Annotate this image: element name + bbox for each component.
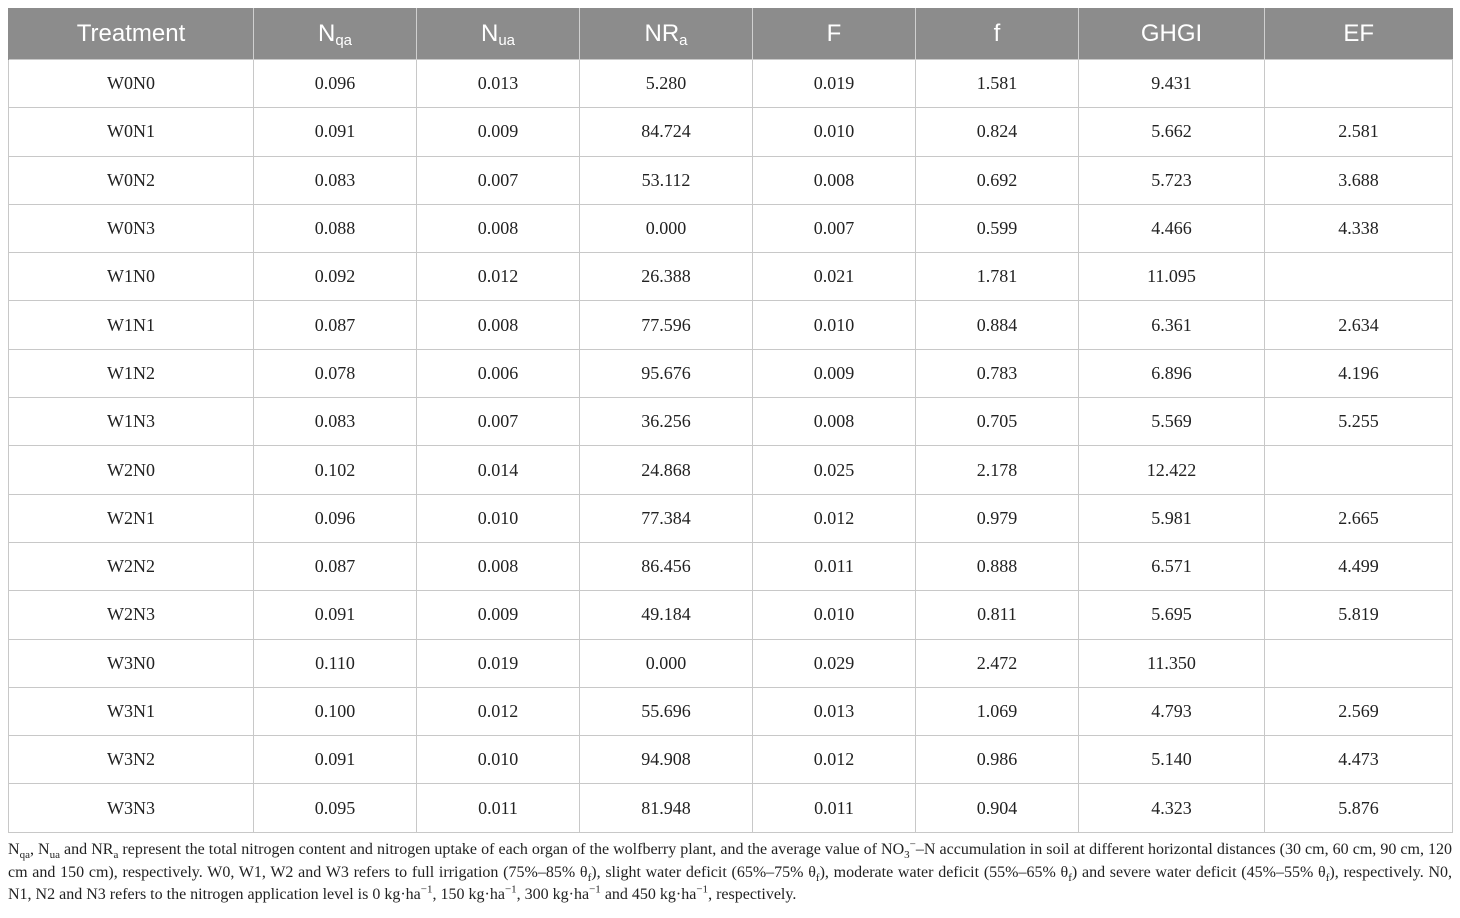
value-cell: 0.021 [753,253,916,301]
table-row [9,687,1453,735]
value-cell: 0.087 [254,301,417,349]
header-F: F [753,8,916,60]
value-cell: 0.010 [753,301,916,349]
value-cell: 49.184 [580,591,753,639]
value-cell: 0.013 [753,687,916,735]
table-row [9,204,1453,252]
table-row [9,349,1453,397]
value-cell: 0.008 [417,204,580,252]
value-cell: 2.472 [916,639,1079,687]
table-row [9,60,1453,108]
treatment-cell: W1N2 [9,349,254,397]
value-cell: 4.338 [1265,204,1453,252]
value-cell [1265,253,1453,301]
treatment-cell: W0N1 [9,108,254,156]
treatment-cell: W3N1 [9,687,254,735]
value-cell: 0.009 [417,591,580,639]
value-cell: 0.010 [417,494,580,542]
value-cell: 2.569 [1265,687,1453,735]
value-cell: 0.096 [254,494,417,542]
value-cell [1265,639,1453,687]
value-cell: 84.724 [580,108,753,156]
value-cell: 0.088 [254,204,417,252]
table-row [9,108,1453,156]
value-cell: 9.431 [1079,60,1265,108]
value-cell: 26.388 [580,253,753,301]
table-row [9,156,1453,204]
value-cell: 0.006 [417,349,580,397]
value-cell: 5.723 [1079,156,1265,204]
value-cell: 4.466 [1079,204,1265,252]
value-cell: 0.010 [753,108,916,156]
table-row [9,301,1453,349]
value-cell: 5.695 [1079,591,1265,639]
value-cell: 0.100 [254,687,417,735]
value-cell: 0.083 [254,398,417,446]
value-cell: 95.676 [580,349,753,397]
value-cell: 0.009 [417,108,580,156]
value-cell: 53.112 [580,156,753,204]
table-row [9,253,1453,301]
value-cell: 11.095 [1079,253,1265,301]
value-cell: 0.083 [254,156,417,204]
value-cell: 0.091 [254,736,417,784]
table-row [9,398,1453,446]
value-cell: 0.692 [916,156,1079,204]
treatment-cell: W2N2 [9,542,254,590]
value-cell: 0.091 [254,108,417,156]
table-row [9,591,1453,639]
data-table [8,8,1453,833]
value-cell: 2.665 [1265,494,1453,542]
value-cell: 2.634 [1265,301,1453,349]
treatment-cell: W2N1 [9,494,254,542]
value-cell: 81.948 [580,784,753,832]
value-cell: 0.904 [916,784,1079,832]
value-cell: 5.876 [1265,784,1453,832]
value-cell: 2.581 [1265,108,1453,156]
value-cell: 0.029 [753,639,916,687]
header-nra: $NR_a$ [580,8,753,60]
treatment-cell: W0N2 [9,156,254,204]
treatment-cell: W2N3 [9,591,254,639]
value-cell: 0.007 [417,156,580,204]
value-cell: 0.025 [753,446,916,494]
value-cell: 4.196 [1265,349,1453,397]
treatment-cell: W0N3 [9,204,254,252]
value-cell: 0.986 [916,736,1079,784]
value-cell: 0.019 [417,639,580,687]
value-cell [1265,60,1453,108]
table-row [9,639,1453,687]
header-nua: $N_{ua}$ [417,8,580,60]
value-cell: 0.007 [417,398,580,446]
value-cell: 11.350 [1079,639,1265,687]
data-table-container [8,8,1452,833]
value-cell: 0.008 [753,156,916,204]
value-cell: 0.078 [254,349,417,397]
value-cell: 4.323 [1079,784,1265,832]
treatment-cell: W0N0 [9,60,254,108]
treatment-cell: W2N0 [9,446,254,494]
value-cell: 0.102 [254,446,417,494]
value-cell: 0.007 [753,204,916,252]
header-ef: EF [1265,8,1453,60]
value-cell: 6.896 [1079,349,1265,397]
value-cell: 5.255 [1265,398,1453,446]
value-cell: 5.280 [580,60,753,108]
treatment-cell: W1N0 [9,253,254,301]
value-cell: 0.010 [753,591,916,639]
value-cell: 0.008 [753,398,916,446]
value-cell: 0.888 [916,542,1079,590]
value-cell: 0.979 [916,494,1079,542]
value-cell: 5.140 [1079,736,1265,784]
header-treatment: Treatment [9,8,254,60]
treatment-cell: W1N1 [9,301,254,349]
value-cell: 0.783 [916,349,1079,397]
value-cell: 77.384 [580,494,753,542]
table-row [9,736,1453,784]
table-footnote: $N_{qa}$, $N_{ua}$ and $NR_a$ represent the total nitrogen content and nitrogen uptake of each organ of the wolfberry plant, and the average value of $NO_3^--N$ accumulation in soil at different horizontal distances (30 cm, 60 cm, 90 cm, 120 cm and 150 cm), respectively. W0, W1, W2 and W3 refers to full irrigation (75%–85% $\theta_f$), slight water deficit (65%–75% $\theta_f$), moderate water deficit (55%–65% $\theta_f$) and severe water deficit (45%–55% $\theta_f$), respectively. N0, N1, N2 and N3 refers to the nitrogen application level is 0 $kg\cdot ha^{-1}$, 150 $kg\cdot ha^{-1}$, 300 $kg\cdot ha^{-1}$ and 450 $kg\cdot ha^{-1}$, respectively. [8,838,1453,903]
value-cell: 2.178 [916,446,1079,494]
value-cell [1265,446,1453,494]
value-cell: 0.011 [417,784,580,832]
value-cell: 0.012 [417,253,580,301]
value-cell: 0.011 [753,542,916,590]
value-cell: 77.596 [580,301,753,349]
value-cell: 0.824 [916,108,1079,156]
treatment-cell: W3N2 [9,736,254,784]
value-cell: 0.010 [417,736,580,784]
value-cell: 1.581 [916,60,1079,108]
value-cell: 36.256 [580,398,753,446]
treatment-cell: W3N3 [9,784,254,832]
value-cell: 0.012 [753,736,916,784]
value-cell: 0.811 [916,591,1079,639]
value-cell: 12.422 [1079,446,1265,494]
value-cell: 0.009 [753,349,916,397]
value-cell: 5.569 [1079,398,1265,446]
value-cell: 5.662 [1079,108,1265,156]
value-cell: 5.819 [1265,591,1453,639]
value-cell: 0.011 [753,784,916,832]
table-body [9,60,1453,833]
header-ghgi: GHGI [1079,8,1265,60]
value-cell: 4.499 [1265,542,1453,590]
value-cell: 0.110 [254,639,417,687]
value-cell: 0.012 [753,494,916,542]
value-cell: 0.000 [580,204,753,252]
value-cell: 0.884 [916,301,1079,349]
table-row [9,784,1453,832]
value-cell: 6.361 [1079,301,1265,349]
value-cell: 0.599 [916,204,1079,252]
treatment-cell: W1N3 [9,398,254,446]
value-cell: 0.705 [916,398,1079,446]
value-cell: 3.688 [1265,156,1453,204]
table-row [9,494,1453,542]
value-cell: 0.013 [417,60,580,108]
value-cell: 1.781 [916,253,1079,301]
value-cell: 4.473 [1265,736,1453,784]
value-cell: 6.571 [1079,542,1265,590]
value-cell: 0.000 [580,639,753,687]
value-cell: 0.008 [417,301,580,349]
header-nqa: $N_{qa}$ [254,8,417,60]
value-cell: 0.087 [254,542,417,590]
table-header-row [9,8,1453,60]
value-cell: 0.092 [254,253,417,301]
value-cell: 0.008 [417,542,580,590]
header-f: f [916,8,1079,60]
value-cell: 0.012 [417,687,580,735]
table-row [9,542,1453,590]
value-cell: 1.069 [916,687,1079,735]
value-cell: 55.696 [580,687,753,735]
value-cell: 0.014 [417,446,580,494]
value-cell: 5.981 [1079,494,1265,542]
value-cell: 0.096 [254,60,417,108]
value-cell: 86.456 [580,542,753,590]
value-cell: 0.095 [254,784,417,832]
value-cell: 4.793 [1079,687,1265,735]
value-cell: 0.091 [254,591,417,639]
value-cell: 24.868 [580,446,753,494]
value-cell: 94.908 [580,736,753,784]
table-row [9,446,1453,494]
treatment-cell: W3N0 [9,639,254,687]
value-cell: 0.019 [753,60,916,108]
